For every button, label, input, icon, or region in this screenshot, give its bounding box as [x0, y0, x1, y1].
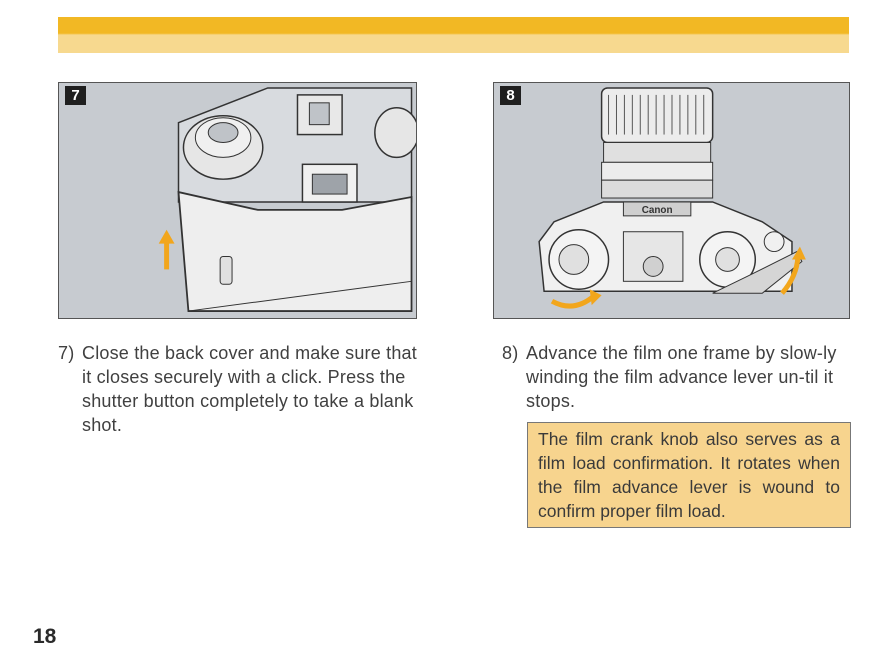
figure-8 — [493, 82, 850, 319]
figure-7 — [58, 82, 417, 319]
camera-top-view-illustration — [494, 83, 849, 318]
step-number: 7) — [58, 343, 75, 363]
step-text: Close the back cover and make sure that it closes securely with a click. Press the shutter button completely to take a blank shot. — [82, 343, 417, 435]
figure-number-badge: 7 — [65, 86, 86, 105]
page-number: 18 — [33, 625, 57, 648]
step-7-instruction — [58, 341, 418, 437]
step-number: 8) — [502, 343, 519, 363]
camera-back-cover-illustration — [59, 83, 416, 318]
figure-number-badge: 8 — [500, 86, 521, 105]
brand-label: Canon — [641, 204, 673, 216]
note-box: The film crank knob also serves as a film load confirmation. It rotates when the film advance lever is wound to confirm proper film load. — [527, 422, 851, 528]
header-color-bar — [58, 17, 849, 53]
step-text: Advance the film one frame by slow-ly winding the film advance lever un-til it stops. — [526, 343, 837, 411]
step-8-instruction — [502, 341, 854, 413]
